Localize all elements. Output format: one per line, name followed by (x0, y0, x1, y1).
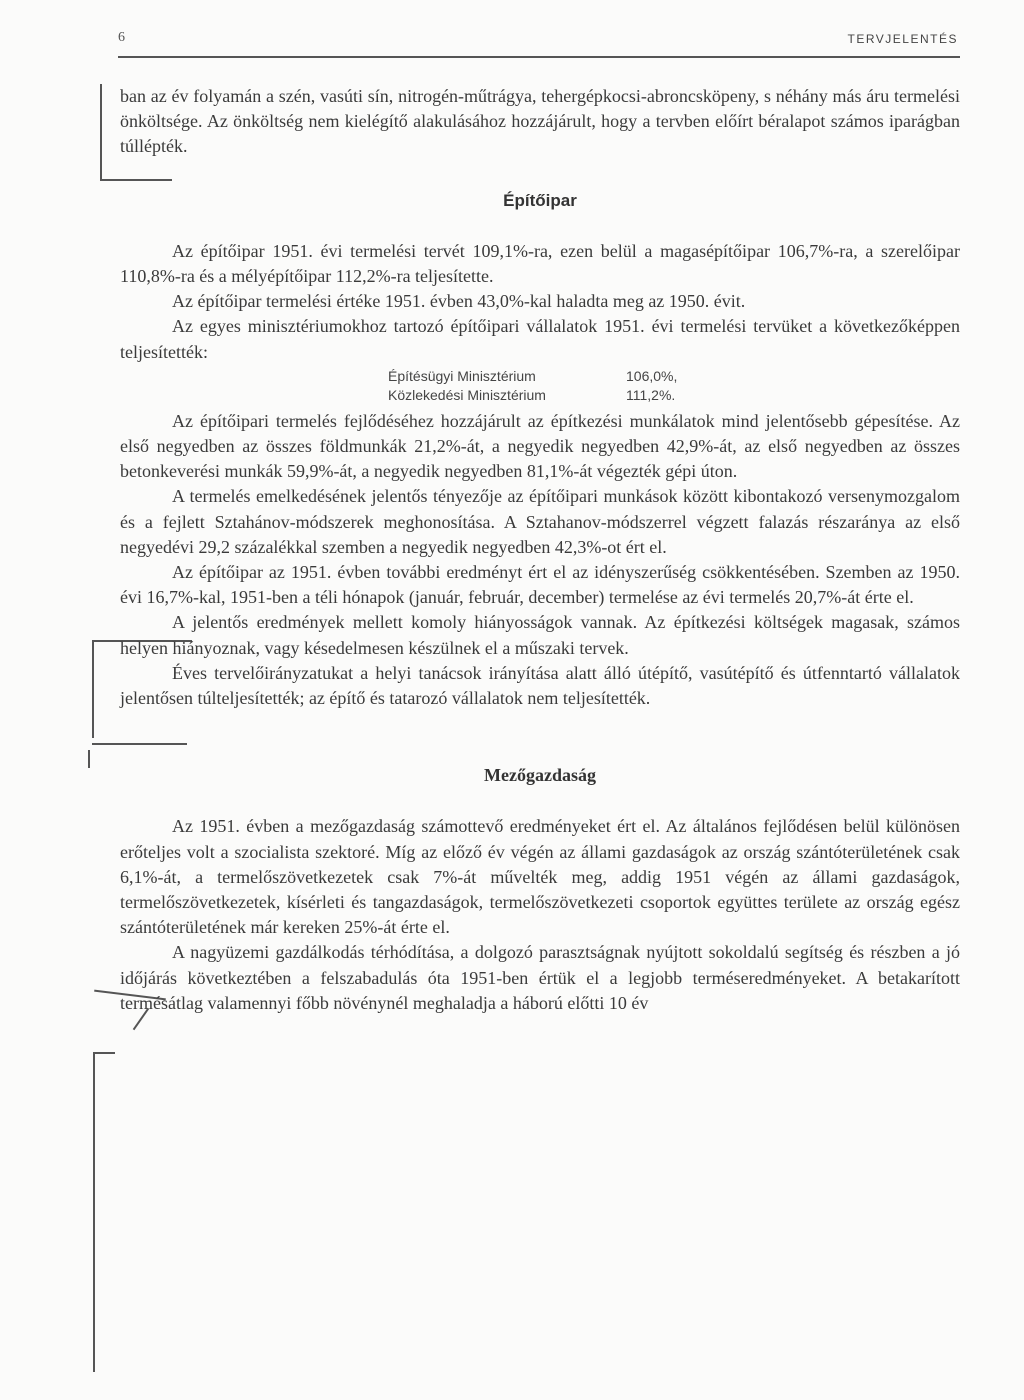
paragraph: ban az év folyamán a szén, vasúti sín, nitrogén-műtrágya, tehergépkocsi-abroncsköpeny, s néhány más áru termelési önköltsége. Az önköltség nem kielégítő alakulásához hozzájárult, hogy a tervben előírt béralapot számos iparágban túllépték. (120, 86, 960, 157)
paragraph: Az 1951. évben a mezőgazdaság számottevő eredményeket ért el. Az általános fejlődésen belül különösen erőteljes volt a szocialista szektoré. Míg az előző év végén az állami gazdaságok az ország szántóterületének csak 6,1%-át, a termelőszövetkezetek csak 7%-át művelték meg, addig 1951 végén az állami gazdaságok, termelőszövetkezetek, kísérleti és tangazdaságok, termelőszövetkezeti csoportok együttes területe az ország egész szántóterületének már kereken 25%-át érte el. (120, 816, 960, 938)
margin-bracket-mark (93, 1052, 95, 1372)
paragraph: Az építőipar 1951. évi termelési tervét 109,1%-ra, ezen belül a magasépítőipar 106,7%-ra, a szerelőipar 110,8%-ra és a mélyépítőipar 112,2%-ra teljesítette. (120, 240, 960, 287)
list-item-label: Közlekedési Minisztérium (388, 386, 546, 403)
paragraph: Az egyes minisztériumokhoz tartozó építőipari vállalatok 1951. évi termelési tervüket a következőképpen teljesítették: (120, 316, 960, 362)
paragraph: A termelés emelkedésének jelentős tényezője az építőipari munkások között kibontakozó versenymozgalom és a fejlett Sztahánov-módszerek meghonosítása. A Sztahanov-módszerrel végzett falazás részaránya az első negyedévi 29,2 százalékkal szemben a negyedik negyedben 42,3%-ot ért el. (120, 486, 960, 557)
page-number: 6 (118, 30, 125, 45)
paragraph: Éves tervelőirányzatukat a helyi tanácsok irányítása alatt álló útépítő, vasútépítő és útfenntartó vállalatok jelentősen túlteljesítették; az építő és tatarozó vállalatok nem teljesítették. (120, 662, 960, 709)
paragraph: A nagyüzemi gazdálkodás térhódítása, a dolgozó parasztságnak nyújtott sokoldalú segítség és részben a jó időjárás következtében a felszabadulás óta 1951-ben értük el a legjobb terméseredményeket. A betakarított termésátlag valamennyi főbb növénynél meghaladja a háború előtti 10 év (120, 942, 960, 1013)
section-heading-agriculture: Mezőgazdaság (484, 765, 596, 786)
header-rule (118, 56, 960, 58)
running-head: TERVJELENTÉS (847, 32, 958, 46)
section-heading-construction: Építőipar (503, 190, 577, 210)
paragraph: Az építőipari termelés fejlődéséhez hozzájárult az építkezési munkálatok mind jelentősebb gépesítése. Az első negyedben az összes földmunkák 21,2%-át, a negyedik negyedben 42,9%-át, az első negyedben az összes betonkeverési munkák 59,9%-át, a negyedik negyedben 81,1%-át végezték gépi úton. (120, 410, 960, 482)
paragraph: A jelentős eredmények mellett komoly hiányosságok vannak. Az építkezési költségek magasak, számos helyen hiányoznak, vagy késedelmesen készülnek el a műszaki tervek. (120, 612, 960, 658)
margin-bracket-mark (92, 640, 94, 738)
margin-bracket-mark (100, 84, 102, 180)
list-item (388, 367, 960, 386)
list-item-label: Építésügyi Minisztérium (388, 367, 536, 384)
list-item-value: 106,0%, (626, 367, 678, 384)
ministry-list (120, 367, 960, 405)
paragraph: Az építőipar az 1951. évben további eredményt ért el az idényszerűség csökkentésében. Szemben az 1950. évi 16,7%-kal, 1951-ben a téli hónapok (január, február, december) termelése az évi termelés 20,7%-át érte el. (120, 562, 960, 608)
list-item-value: 111,2%. (626, 386, 676, 403)
margin-bracket-mark (93, 1052, 115, 1054)
page-body (120, 84, 960, 1016)
paragraph: Az építőipar termelési értéke 1951. évben 43,0%-kal haladta meg az 1950. évit. (172, 291, 746, 312)
page-header (118, 26, 958, 54)
margin-bracket-mark (88, 750, 90, 768)
list-item (388, 386, 960, 405)
